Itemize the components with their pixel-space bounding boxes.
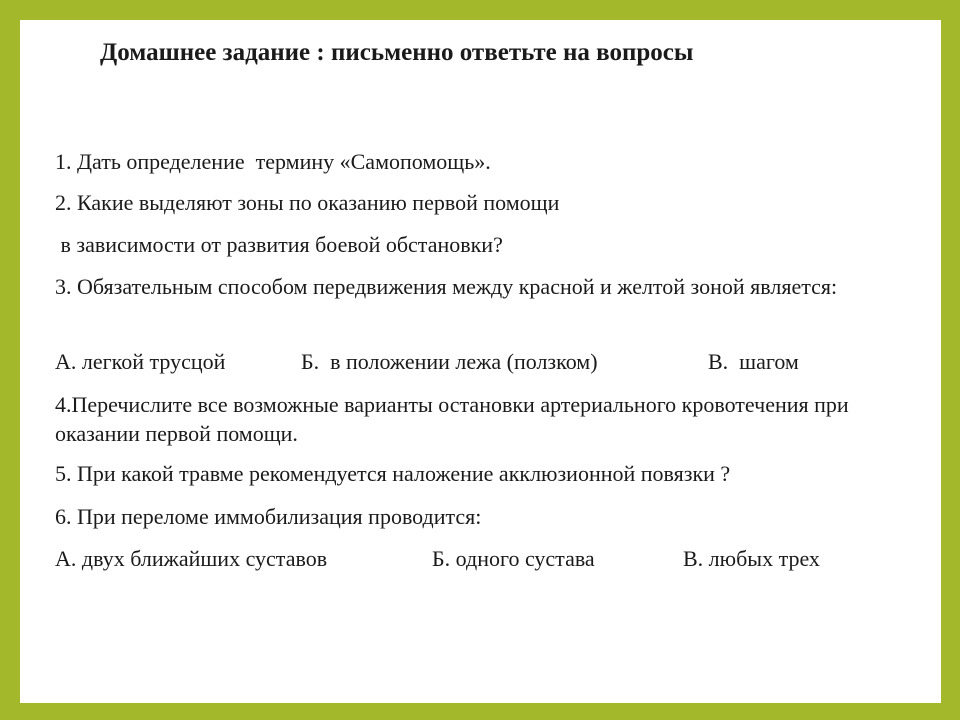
- slide-title: Домашнее задание : письменно ответьте на вопросы: [100, 39, 694, 66]
- question-6: 6. При переломе иммобилизация проводится:: [55, 504, 482, 529]
- question-4: 4.Перечислите все возможные варианты остановки артериального кровотечения при оказании первой помощи.: [55, 392, 849, 446]
- question-2-line-1: 2. Какие выделяют зоны по оказанию первой помощи: [55, 190, 560, 215]
- question-6-option-b: Б. одного сустава: [432, 546, 595, 571]
- slide: [20, 20, 941, 703]
- question-1: 1. Дать определение термину «Самопомощь».: [55, 149, 491, 174]
- question-3-options: [55, 347, 855, 376]
- question-3-option-c: В. шагом: [708, 349, 799, 374]
- question-3-option-b: Б. в положении лежа (ползком): [301, 349, 598, 374]
- question-2-line-2: в зависимости от развития боевой обстановки?: [55, 232, 503, 257]
- question-6-option-c: В. любых трех: [683, 546, 820, 571]
- question-5: 5. При какой травме рекомендуется наложение акклюзионной повязки ?: [55, 461, 731, 486]
- question-3: 3. Обязательным способом передвижения между красной и желтой зоной является:: [55, 274, 838, 299]
- question-6-options: [55, 544, 895, 573]
- question-3-option-a: А. легкой трусцой: [55, 349, 226, 374]
- question-6-option-a: А. двух ближайших суставов: [55, 546, 328, 571]
